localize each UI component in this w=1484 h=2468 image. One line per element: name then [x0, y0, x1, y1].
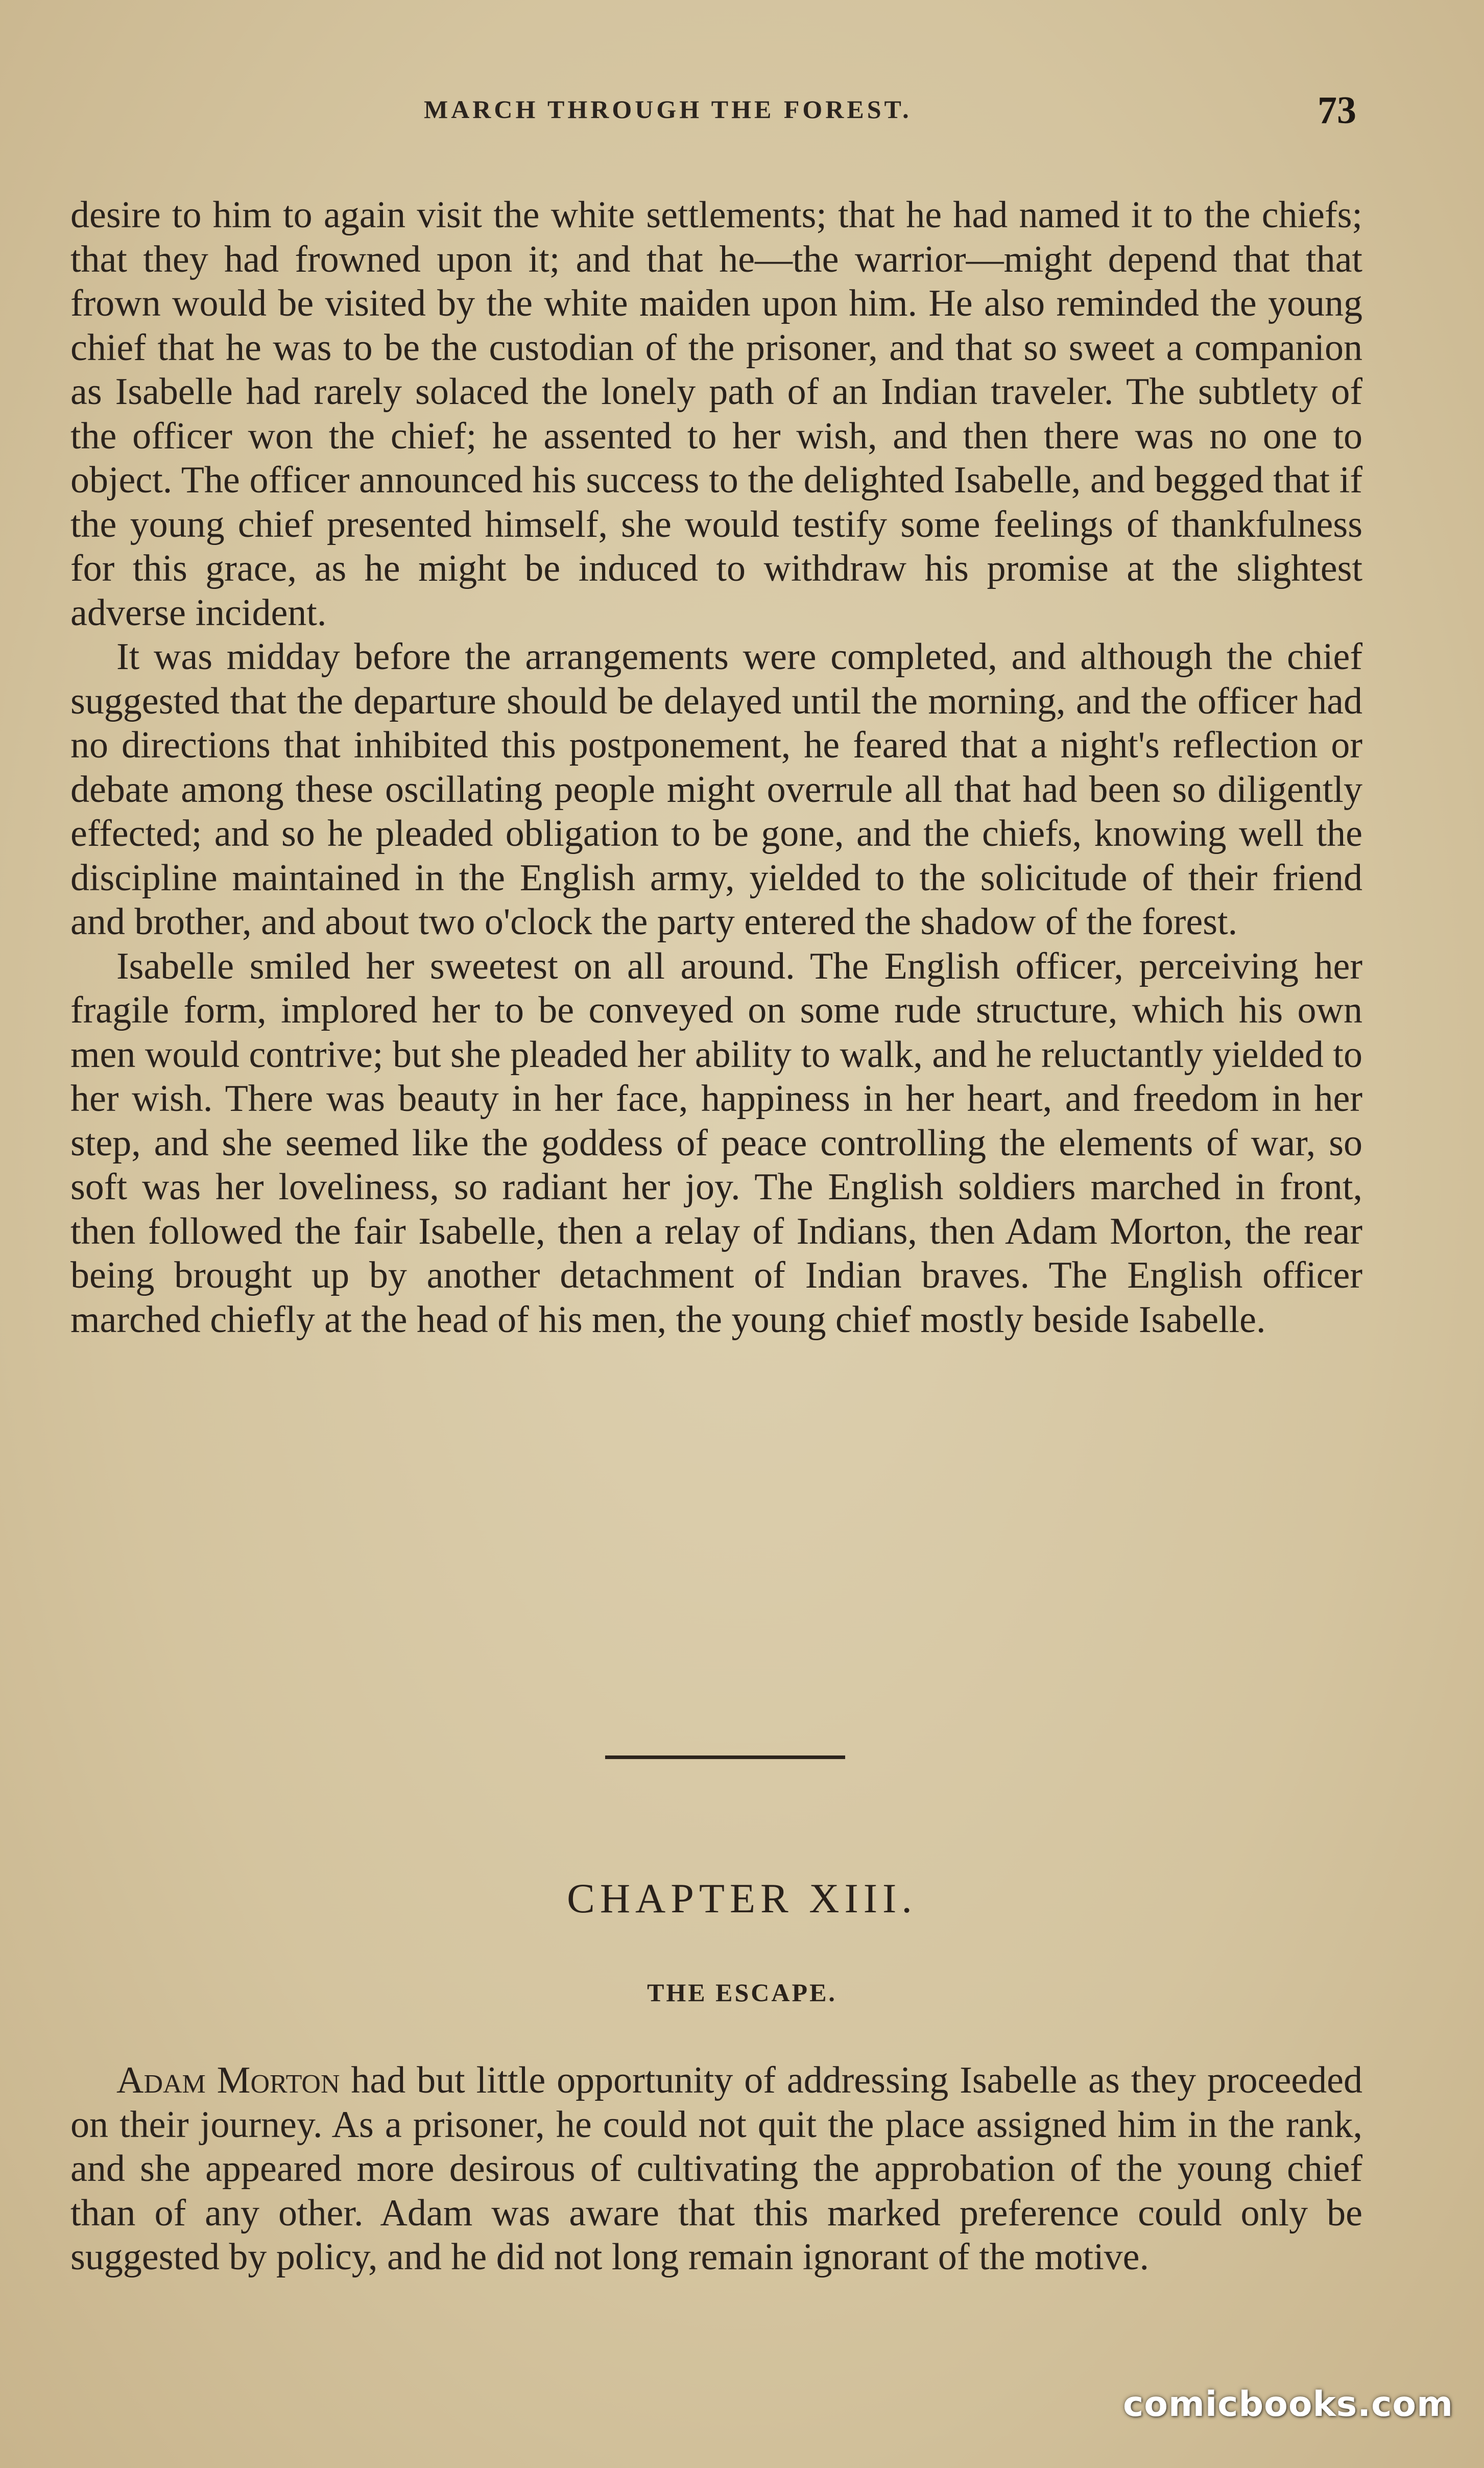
chapter-opening-paragraph — [70, 2058, 1362, 2280]
chapter-opening-text: had but little opportunity of addressing Isabelle as they proceeded on their journey. As a prisoner, he could not quit the place assigned him in the rank, and she appeared more desirous of cultivating the approbation of the young chief than of any other. Adam was aware that this marked preference could only be suggested by policy, and he did not long remain ignorant of the motive. — [70, 2059, 1362, 2278]
running-head — [0, 89, 1484, 135]
paragraph-continued: desire to him to again visit the white settlements; that he had named it to the chiefs; that they had frowned upon it; and that he—the warrior—might depend that that frown would be visited by the white maiden upon him. He also reminded the young chief that he was to be the custodian of the prisoner, and that so sweet a companion as Isabelle had rarely solaced the lonely path of an Indian traveler. The subtlety of the officer won the chief; he assented to her wish, and then there was no one to object. The officer announced his success to the delighted Isabelle, and begged that if the young chief presented himself, she would testify some feelings of thankfulness for this grace, as he might be induced to withdraw his promise at the slightest adverse incident. — [70, 194, 1362, 634]
page-number: 73 — [1318, 89, 1356, 132]
chapter-heading: CHAPTER XIII. — [567, 1875, 917, 1921]
chapter-opening-name: Adam Morton — [116, 2059, 340, 2101]
chapter-subtitle: THE ESCAPE. — [647, 1978, 837, 2007]
chapter-text — [70, 2058, 1362, 2280]
running-title: MARCH THROUGH THE FOREST. — [424, 95, 912, 124]
section-divider — [605, 1755, 845, 1759]
paragraph-march-order: Isabelle smiled her sweetest on all around. The English officer, perceiving her fragile form, implored her to be conveyed on some rude structure, which his own men would contrive; but she pleaded her ability to walk, and he reluctantly yielded to her wish. There was beauty in her face, happiness in her heart, and freedom in her step, and she seemed like the goddess of peace controlling the elements of war, so soft was her loveliness, so radiant her joy. The English soldiers marched in front, then followed the fair Isabelle, then a relay of Indians, then Adam Morton, the rear being brought up by another detachment of Indian braves. The English officer marched chiefly at the head of his men, the young chief mostly beside Isabelle. — [70, 945, 1362, 1341]
watermark: comicbooks.com — [1122, 2384, 1453, 2425]
body-text — [70, 193, 1362, 1342]
paragraph-departure: It was midday before the arrangements were completed, and although the chief suggested that the departure should be delayed until the morning, and the officer had no directions that inhibited this postponement, he feared that a night's reflection or debate among these oscillating people might overrule all that had been so diligently effected; and so he pleaded obligation to be gone, and the chiefs, knowing well the discipline maintained in the English army, yielded to the solicitude of their friend and brother, and about two o'clock the party entered the shadow of the forest. — [70, 636, 1362, 943]
